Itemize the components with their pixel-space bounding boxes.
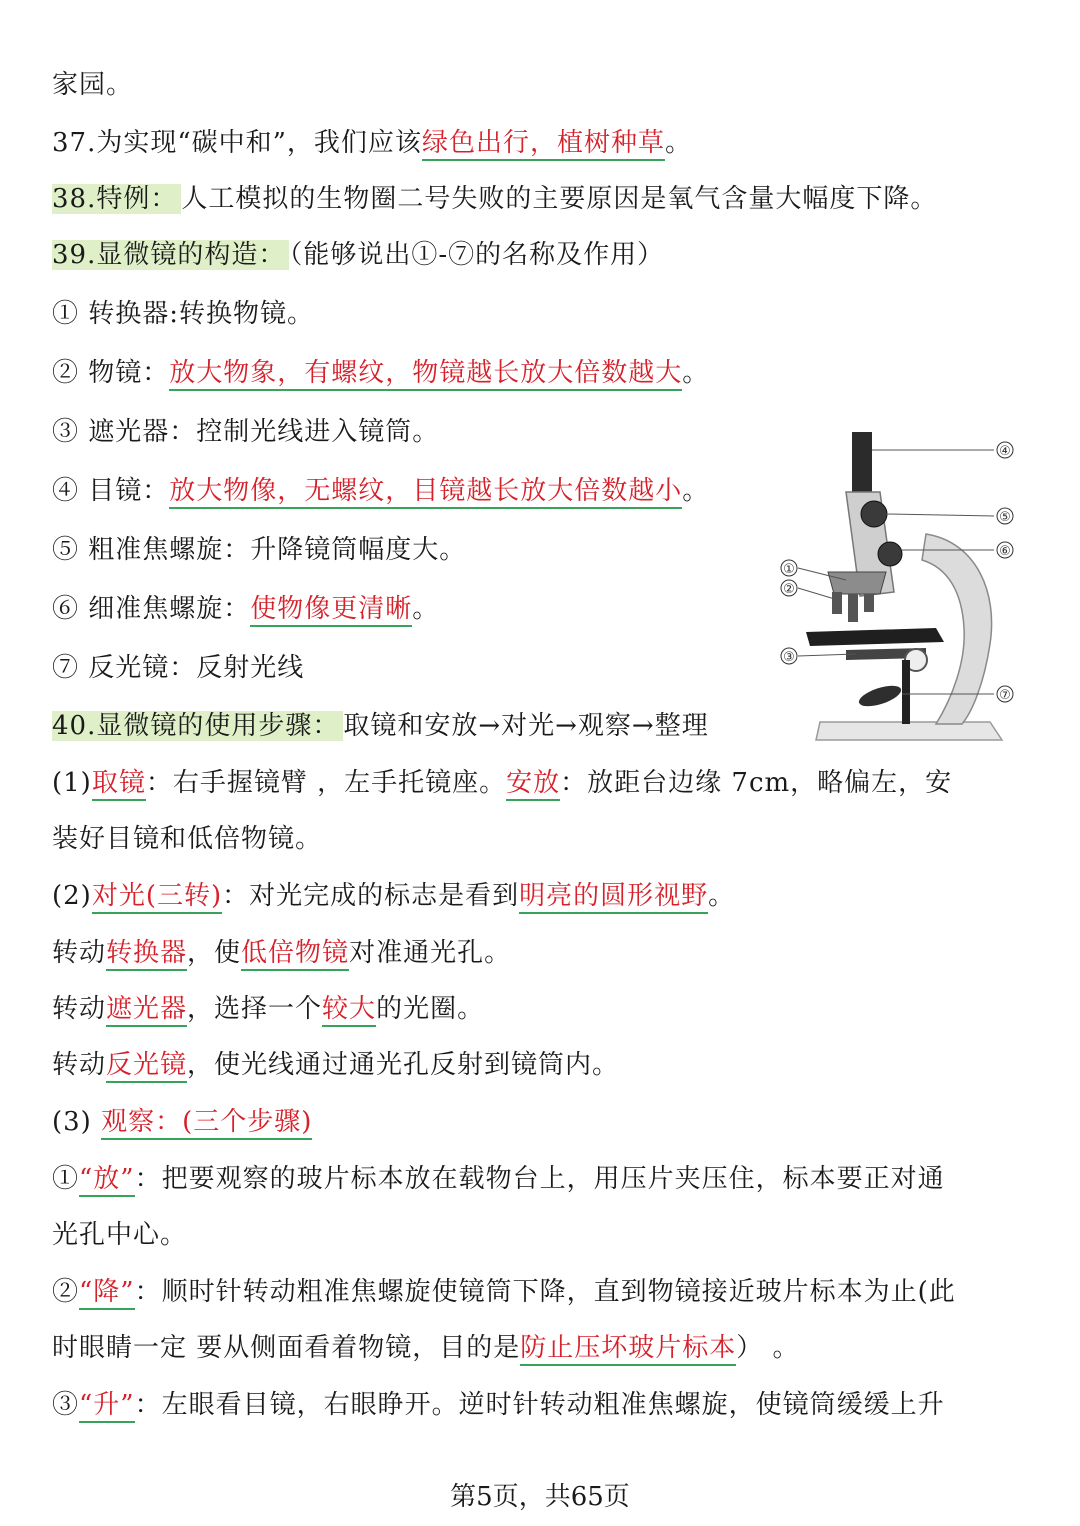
observe-1-line: ①“放”：把要观察的玻片标本放在载物台上，用压片夹压住，标本要正对通	[52, 1160, 945, 1198]
figure-label-1	[781, 560, 797, 577]
step-3-line: (3) 观察：(三个步骤)	[52, 1103, 312, 1141]
item-37: 37.为实现“碳中和”，我们应该绿色出行，植树种草。	[52, 124, 692, 162]
objective-1	[832, 592, 842, 614]
figure-label-7	[997, 686, 1013, 703]
step-1-line: (1)取镜：右手握镜臂 ，左手托镜座。安放：放距台边缘 7cm，略偏左，安	[52, 764, 952, 802]
coarse-knob	[861, 501, 887, 527]
step-2-sub-a: 转动转换器，使低倍物镜对准通光孔。	[52, 934, 511, 972]
stage	[806, 628, 944, 646]
svg-text:⑥: ⑥	[999, 544, 1011, 559]
figure-label-3	[781, 648, 797, 665]
figure-label-5	[997, 508, 1013, 525]
step-2-sub-b: 转动遮光器，选择一个较大的光圈。	[52, 990, 484, 1028]
part-3-line: ③ 遮光器：控制光线进入镜筒。	[52, 417, 440, 447]
svg-text:③: ③	[783, 650, 795, 665]
part-6-line: ⑥ 细准焦螺旋：使物像更清晰。	[52, 590, 439, 628]
item-38: 38.特例： 人工模拟的生物圈二号失败的主要原因是氧气含量大幅度下降。	[52, 184, 938, 214]
svg-text:④: ④	[999, 444, 1011, 459]
item-38-heading: 38.特例：	[52, 184, 181, 214]
svg-text:⑤: ⑤	[999, 510, 1011, 525]
part-1-line: ① 转换器:转换物镜。	[52, 299, 315, 329]
figure-label-4	[997, 442, 1013, 459]
observe-2-line-continuation: 时眼睛一定 要从侧面看着物镜，目的是防止压坏玻片标本） 。	[52, 1329, 800, 1367]
svg-text:②: ②	[783, 582, 795, 597]
mirror	[857, 682, 904, 711]
pillar	[902, 660, 910, 724]
svg-text:⑦: ⑦	[999, 688, 1011, 703]
part-2-line: ② 物镜：放大物象，有螺纹，物镜越长放大倍数越大。	[52, 354, 709, 392]
fine-knob	[878, 542, 902, 566]
item-40: 40.显微镜的使用步骤： 取镜和安放→对光→观察→整理	[52, 711, 709, 741]
observe-3-line: ③“升”：左眼看目镜，右眼睁开。逆时针转动粗准焦螺旋，使镜筒缓缓上升	[52, 1386, 945, 1424]
microscope-diagram	[776, 422, 1030, 750]
microscope-base	[816, 722, 1002, 740]
eyepiece-tube	[852, 432, 872, 500]
part-4-line: ④ 目镜：放大物像，无螺纹，目镜越长放大倍数越小。	[52, 472, 709, 510]
observe-2-line: ②“降”：顺时针转动粗准焦螺旋使镜筒下降，直到物镜接近玻片标本为止(此	[52, 1273, 956, 1311]
item-40-heading: 40.显微镜的使用步骤：	[52, 711, 343, 741]
step-2-sub-c: 转动反光镜，使光线通过通光孔反射到镜筒内。	[52, 1046, 619, 1084]
nosepiece	[828, 572, 886, 594]
step-2-line: (2)对光(三转)：对光完成的标志是看到明亮的圆形视野。	[52, 877, 735, 915]
objective-3	[864, 594, 874, 612]
objective-2	[848, 594, 858, 622]
part-5-line: ⑤ 粗准焦螺旋：升降镜筒幅度大。	[52, 535, 467, 565]
text-line-continuation: 家园。	[52, 70, 134, 100]
part-7-line: ⑦ 反光镜：反射光线	[52, 653, 305, 683]
step-1-line-continuation: 装好目镜和低倍物镜。	[52, 824, 323, 854]
figure-label-6	[997, 542, 1013, 559]
item-39: 39.显微镜的构造： （能够说出①-⑦的名称及作用）	[52, 240, 665, 270]
figure-label-2	[781, 580, 797, 597]
item-39-heading: 39.显微镜的构造：	[52, 240, 289, 270]
observe-1-line-continuation: 光孔中心。	[52, 1220, 188, 1250]
page-footer: 第5页，共65页	[450, 1482, 630, 1512]
svg-text:①: ①	[783, 562, 795, 577]
